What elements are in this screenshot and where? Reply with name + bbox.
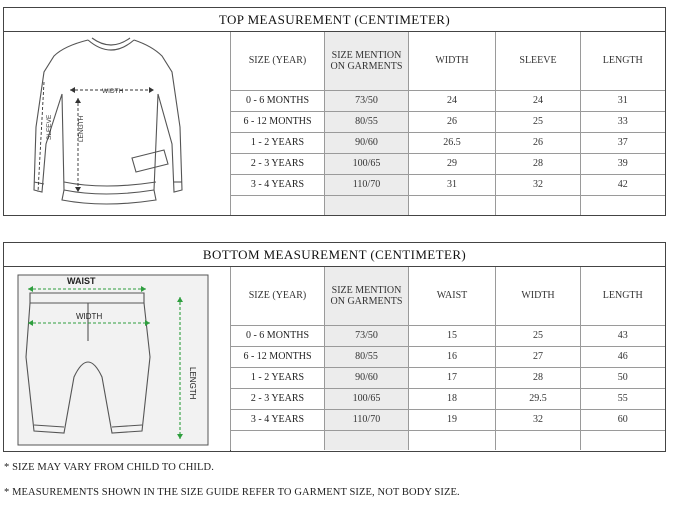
size-cell: 6 - 12 MONTHS [231,111,325,132]
size-cell: 3 - 4 YEARS [231,409,325,430]
sleeve-cell: 24 [496,90,581,111]
bottom-measurement-table [230,267,665,450]
width-cell [409,195,496,215]
size-cell: 1 - 2 YEARS [231,132,325,153]
table-row [231,367,665,388]
size-cell: 2 - 3 YEARS [231,153,325,174]
width-cell: 24 [409,90,496,111]
length-cell: 50 [581,367,665,388]
garment-size-cell [325,430,409,450]
top-header-length: LENGTH [581,32,665,90]
top-header-size-mention: SIZE MENTION ON GARMENTS [325,32,409,90]
bottom-measurement-chart [3,242,666,452]
note-garment-size: * MEASUREMENTS SHOWN IN THE SIZE GUIDE REFER TO GARMENT SIZE, NOT BODY SIZE. [4,487,460,498]
width-cell: 29.5 [496,388,581,409]
sleeve-cell: 28 [496,153,581,174]
size-cell: 6 - 12 MONTHS [231,346,325,367]
waist-cell: 16 [409,346,496,367]
bottom-length-label: LENGTH [188,367,197,400]
table-row [231,153,665,174]
length-cell: 60 [581,409,665,430]
size-cell [231,430,325,450]
bottom-chart-title: BOTTOM MEASUREMENT (CENTIMETER) [4,243,665,267]
size-cell: 0 - 6 MONTHS [231,325,325,346]
bottom-header-size-mention: SIZE MENTION ON GARMENTS [325,267,409,325]
width-cell: 27 [496,346,581,367]
bottom-header-length: LENGTH [581,267,665,325]
garment-size-cell [325,195,409,215]
width-cell: 31 [409,174,496,195]
sweatshirt-drawing [4,32,230,216]
length-cell: 31 [581,90,665,111]
top-sleeve-label: SLEEVE [46,114,53,140]
top-header-row [231,32,665,90]
top-length-label: LENGTH [78,115,85,142]
table-row [231,409,665,430]
sleeve-cell: 25 [496,111,581,132]
garment-size-cell: 80/55 [325,111,409,132]
bottom-header-row [231,267,665,325]
garment-size-cell: 110/70 [325,174,409,195]
length-cell: 33 [581,111,665,132]
length-cell [581,430,665,450]
garment-size-cell: 100/65 [325,388,409,409]
waist-cell: 19 [409,409,496,430]
width-cell: 26.5 [409,132,496,153]
top-width-label: WIDTH [102,88,124,95]
top-header-width: WIDTH [409,32,496,90]
garment-size-cell: 100/65 [325,153,409,174]
top-chart-title: TOP MEASUREMENT (CENTIMETER) [4,8,665,32]
pants-illustration [4,267,231,451]
garment-size-cell: 73/50 [325,325,409,346]
size-cell: 3 - 4 YEARS [231,174,325,195]
bottom-waist-label: WAIST [67,276,96,286]
width-cell: 29 [409,153,496,174]
length-cell [581,195,665,215]
length-cell: 39 [581,153,665,174]
note-size-variation: * SIZE MAY VARY FROM CHILD TO CHILD. [4,462,214,473]
width-cell [496,430,581,450]
length-cell: 43 [581,325,665,346]
sweatshirt-illustration [4,32,231,215]
table-row [231,430,665,450]
sleeve-cell [496,195,581,215]
size-cell: 1 - 2 YEARS [231,367,325,388]
table-row [231,111,665,132]
waist-cell: 18 [409,388,496,409]
bottom-header-width: WIDTH [496,267,581,325]
length-cell: 46 [581,346,665,367]
garment-size-cell: 80/55 [325,346,409,367]
bottom-width-label: WIDTH [76,312,103,321]
garment-size-cell: 73/50 [325,90,409,111]
width-cell: 26 [409,111,496,132]
table-row [231,90,665,111]
waist-cell: 15 [409,325,496,346]
length-cell: 55 [581,388,665,409]
length-cell: 37 [581,132,665,153]
table-row [231,132,665,153]
size-cell: 2 - 3 YEARS [231,388,325,409]
pants-drawing [4,267,230,452]
garment-size-cell: 110/70 [325,409,409,430]
sleeve-cell: 32 [496,174,581,195]
width-cell: 28 [496,367,581,388]
length-cell: 42 [581,174,665,195]
width-cell: 25 [496,325,581,346]
top-header-sleeve: SLEEVE [496,32,581,90]
garment-size-cell: 90/60 [325,367,409,388]
sleeve-cell: 26 [496,132,581,153]
top-measurement-table [230,32,665,215]
garment-size-cell: 90/60 [325,132,409,153]
size-cell: 0 - 6 MONTHS [231,90,325,111]
size-cell [231,195,325,215]
bottom-header-waist: WAIST [409,267,496,325]
top-header-size-year: SIZE (YEAR) [231,32,325,90]
bottom-header-size-year: SIZE (YEAR) [231,267,325,325]
table-row [231,174,665,195]
table-row [231,325,665,346]
waist-cell [409,430,496,450]
table-row [231,388,665,409]
top-measurement-chart [3,7,666,216]
table-row [231,195,665,215]
width-cell: 32 [496,409,581,430]
waist-cell: 17 [409,367,496,388]
table-row [231,346,665,367]
